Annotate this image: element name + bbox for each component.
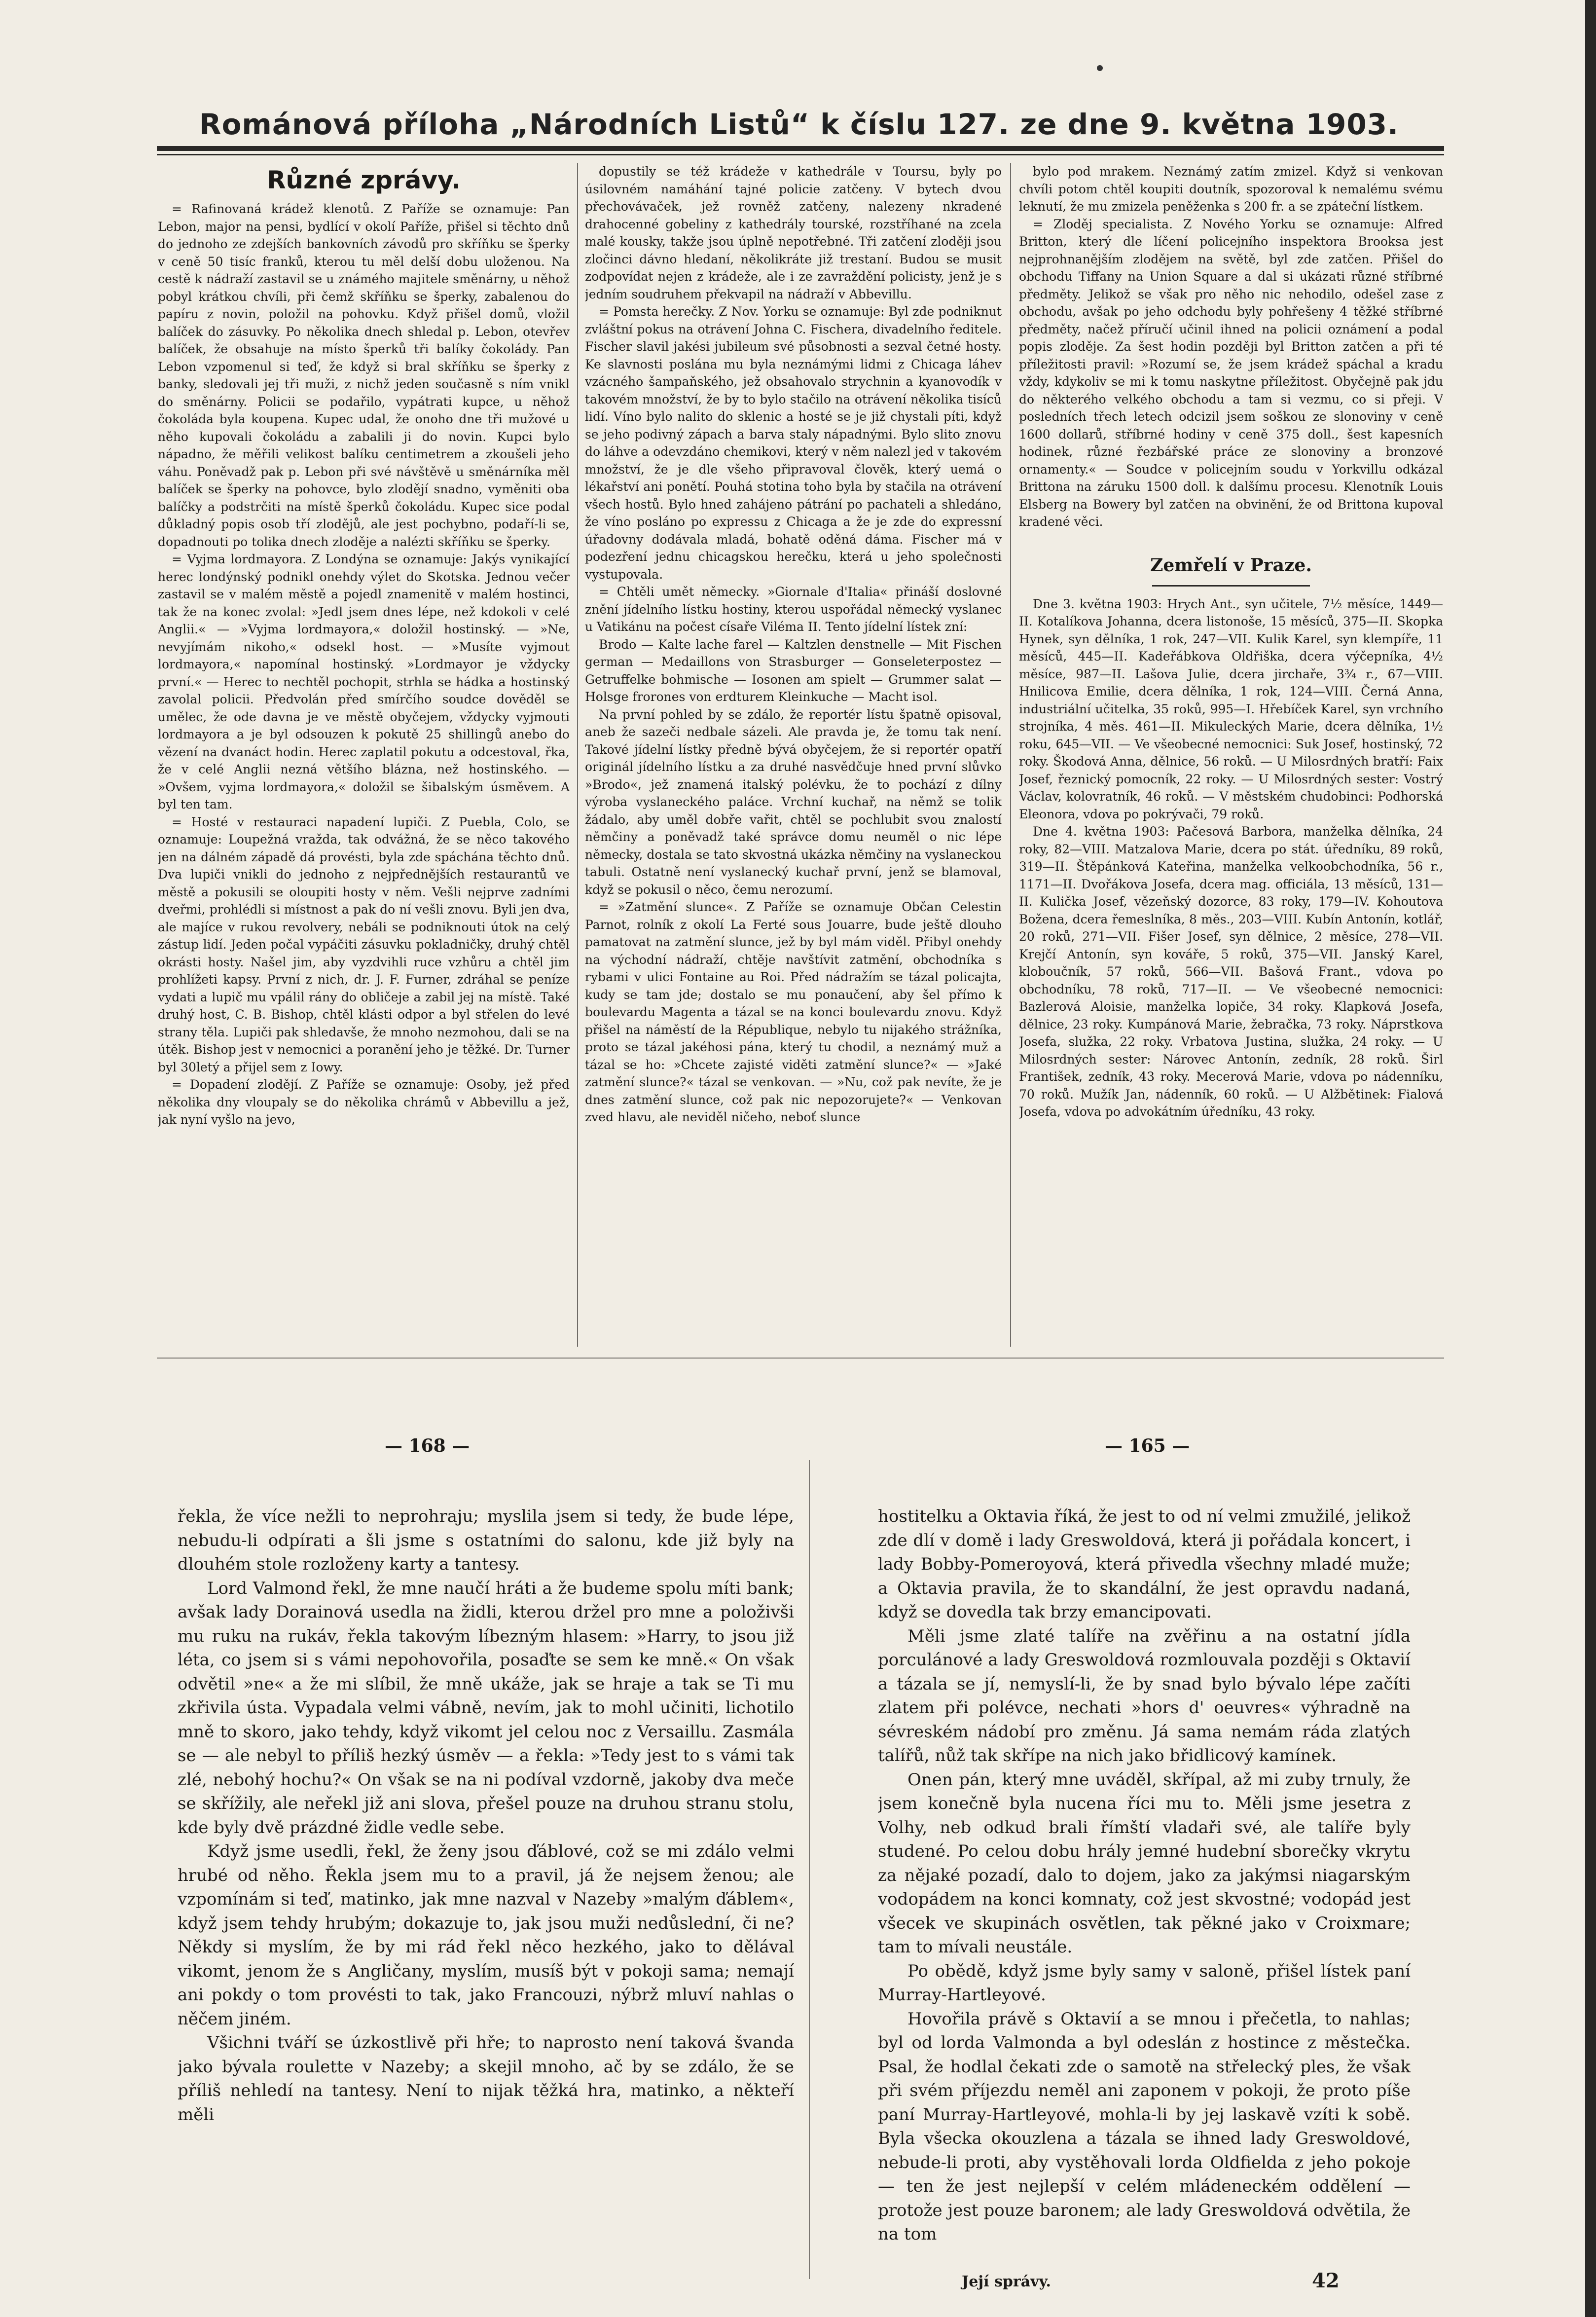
- news-item: bylo pod mrakem. Neznámý zatím zmizel. Když si venkovan chvíli potom chtěl koupiti doutník, spozoroval k nemalému svému leknutí, že mu zmizela peněženka s 200 fr. a se zpáteční lístkem.: [1019, 164, 1443, 214]
- header-rule-thin: [157, 154, 1444, 155]
- novel-column-separator: [809, 1460, 810, 2279]
- novel-paragraph: Když jsme usedli, řekl, že ženy jsou ďáblové, což se mi zdálo velmi hrubé od něho. Řekla jsem mu to a pravil, já že nejsem ženou; ale vzpomínám si teď, matinko, jak mne nazval v Nazeby »malým ďáblem«, když jsem tehdy hrubým; dokazuje to, jak jsou muži nedůslední, či ne? Někdy si myslím, že by mi rád řekl něco hezkého, jako to dělával vikomt, jenom že s Angličany, myslím, musíš být v pokoji sama; nemají ani pokdy o tom provésti to tak, jako Francouzi, nýbrž mluví nahlas o něčem jiném.: [178, 1841, 794, 2029]
- section-divider: [157, 1358, 1444, 1359]
- novel-paragraph: hostitelku a Oktavia říká, že jest to od ní velmi zmužilé, jelikož zde dlí v domě i lady Greswoldová, která ji pořádala koncert, i lady Bobby-Pomeroyová, která přivedla všechny mladé muže; a Oktavia pravila, že to skandální, že jest opravdu nadaná, když se dovedla tak brzy emancipovati.: [878, 1507, 1411, 1622]
- news-item: = Vyjma lordmayora. Z Londýna se oznamuje: Jakýs vynikající herec londýnský podnikl onehdy výlet do Skotska. Jednou večer zastavil se v malém městě a pojedl znamenitě v malém hostinci, tak že na konec zvolal: »Jedl jsem dnes lépe, než kdokoli v celé Anglii.« — »Vyjma lordmayora,« doložil hostinský. — »Ne, nevyjímám nikoho,« odsekl host. — »Musíte vyjmout lordmayora,« napomínal hostinský. »Lordmayor je vždycky první.« — Herec to nechtěl pochopit, strhla se hádka a hostinský zavolal policii. Předvolán před smírčího soudce dověděl se umělec, že ode davna je ve městě obyčejem, vždycky vyjmouti lordmayora a je byl odsouzen k pokutě 25 shillingů anebo do vězení na dvanáct hodin. Herec zaplatil pokutu a odcestoval, řka, že v celé Anglii nezná většího blázna, než hostinského. — »Ovšem, vyjma lordmayora,« doložil se šibalským úsměvem. A byl ten tam.: [158, 552, 570, 811]
- deaths-list: Dne 4. května 1903: Pačesová Barbora, manželka dělníka, 24 roky, 82—VIII. Matzalova Marie, dcera po stát. úředníku, 89 roků, 319—II. Štěpánková Kateřina, manželka velkoobchodníka, 56 r., 1171—II. Dvořákova Josefa, dcera mag. officiála, 13 měsíců, 131—II. Kulička Josef, vězeňský dozorce, 83 roky, 179—IV. Kohoutova Božena, dcera řemeslníka, 8 měs., 203—VIII. Kubín Antonín, kotlář, 20 roků, 271—VII. Fišer Josef, syn dělnice, 2 měsíce, 278—VII. Krejčí Antonín, syn kováře, 5 roků, 375—VII. Janský Karel, kloboučník, 57 roků, 566—VII. Bašová Frant., vdova po obchodníku, 78 roků, 717—II. — Ve všeobecné nemocnici: Bazlerová Aloisie, manželka lopiče, 34 roky. Klapková Josefa, dělnice, 23 roky. Kumpánová Marie, žebračka, 73 roky. Náprstkova Josefa, služka, 22 roky. Vrbatova Justina, služka, 24 roky. — U Milosrdných sester: Nárovec Antonín, zedník, 28 roků. Širl František, zedník, 43 roky. Mecerová Marie, vdova po nádenníku, 70 roků. Mužík Jan, nádenník, 60 roků. — U Alžbětinek: Fialová Josefa, vdova po advokátním úředníku, 43 roky.: [1019, 824, 1443, 1119]
- page-edge: [1585, 0, 1596, 2317]
- header-rule-thick: [157, 146, 1444, 151]
- news-item: = Dopadení zlodějí. Z Paříže se oznamuje: Osoby, jež před několika dny vloupaly se do několika chrámů v Abbevillu a jež, jak nyní vyšlo na jevo,: [158, 1077, 570, 1127]
- page-number-right: — 165 —: [1105, 1435, 1190, 1456]
- news-item: = Hosté v restauraci napadení lupiči. Z Puebla, Colo, se oznamuje: Loupežná vražda, tak odvážná, že se něco takového jen na dálném západě dá provésti, byla zde spáchána těchto dnů. Dva lupiči vnikli do jednoho z nejpřednějších restaurantů ve městě a pokusili se oloupiti hosty v něm. Vešli nejprve zadními dveřmi, prohlédli si místnost a pak do ní vešli znovu. Byli jen dva, ale majíce v rukou revolvery, nebáli se podniknouti útok na celý zástup lidí. Jeden počal vypáčiti zásuvku pokladničky, druhý chtěl okrásti hosty. Našel jim, aby vyzdvihli ruce vzhůru a chtěl jim prohlížeti kapsy. První z nich, dr. J. F. Furner, zdráhal se peníze vydati a lupič mu vpálil rány do obličeje a zabil jej na místě. Také druhý host, C. B. Bishop, chtěl klásti odpor a byl střelen do levé strany těla. Lupiči pak shledavše, že mnoho nezmohou, dali se na útěk. Bishop jest v nemocnici a poranění jeho je těžké. Dr. Turner byl 30letý a přijel sem z Iowy.: [158, 814, 570, 1074]
- news-item: = Rafinovaná krádež klenotů. Z Paříže se oznamuje: Pan Lebon, major na pensi, bydlící v okolí Paříže, přišel si těchto dnů do jednoho ze zdejších bankovních závodů pro skříňku se šperky v ceně 50 tisíc franků, kterou tu měl delší dobu uloženou. Na cestě k nádraží zastavil se u známého majitele směnárny, u něhož pobyl krátkou chvíli, při čemž skříňku se šperky, zabalenou do papíru z novin, položil na pohovku. Když přišel domů, vložil balíček do zásuvky. Po několika dnech shledal p. Lebon, otevřev balíček, že obsahuje na místo šperků tři balíky čokolády. Pan Lebon vzpomenul si teď, že když si bral skříňku se šperky z banky, sledovali jej tři muži, z nichž jeden současně s ním vnikl do směnárny. Policii se podařilo, vypátrati kupce, u něhož čokoláda byla koupena. Kupec udal, že onoho dne tři mužové u něho kupovali čokoládu a zabalili ji do novin. Kupci bylo nápadno, že měřili velikost balíku centimetrem a zkoušeli jeho váhu. Poněvadž pak p. Lebon při své návštěvě u směnárníka měl balíček se šperky na pohovce, bylo zlodějí snadno, vyměniti oba balíčky a podstrčiti na místě šperků čokoládu. Kupec sice podal důkladný popis osob tří zlodějů, ale jest pochybno, podaří-li se, dopadnouti po tolika dnech zloděje a nalézti skříňku se šperky.: [158, 202, 570, 549]
- column-separator: [577, 163, 578, 1347]
- novel-column-right: [878, 1505, 1411, 2254]
- footer-page-number: 42: [1312, 2269, 1340, 2292]
- page-header: Románová příloha „Národních Listů“ k číslu 127. ze dne 9. května 1903.: [199, 108, 1399, 141]
- footer-signature: Její správy.: [962, 2273, 1051, 2290]
- novel-column-left: [178, 1505, 794, 2254]
- deaths-title-rule: [1152, 585, 1310, 587]
- novel-paragraph: Hovořila právě s Oktavií a se mnou i přečetla, to nahlas; byl od lorda Valmonda a byl odeslán z hostince z městečka. Psal, že hodlal čekati zde o samotě na střelecký ples, že však při svém příjezdu neměl ani zaponem v pokoji, že proto píše paní Murray-Hartleyové, mohla-li by jej laskavě vzíti k sobě. Byla všecka okouzlena a tázala se ihned lady Greswoldové, nebude-li proti, aby vystěhovali lorda Oldfielda z jeho pokoje — ten že jest nejlepší v celém mládeneckém oddělení — protože jest pouze baronem; ale lady Greswoldová odvětila, že na tom: [878, 2009, 1411, 2244]
- deaths-list: Dne 3. května 1903: Hrych Ant., syn učitele, 7½ měsíce, 1449—II. Kotalíkova Johanna, dcera listonoše, 15 měsíců, 375—II. Skopka Hynek, syn dělníka, 1 rok, 247—VII. Kulik Karel, syn klempíře, 11 měsíců, 445—II. Kadeřábkova Oldřiška, dcera výčepníka, 4½ měsíce, 987—II. Lašova Julie, dcera jirchaře, 3¾ r., 67—VIII. Hnilicova Emilie, dcera dělníka, 1 rok, 124—VIII. Černá Anna, industriální učitelka, 35 roků, 995—I. Hřebíček Karel, syn vrchního strojníka, 4 měs. 461—II. Mikuleckých Marie, dcera dělníka, 1½ roku, 645—VII. — Ve všeobecné nemocnici: Suk Josef, hostinský, 72 roky. Škodová Anna, dělnice, 56 roků. — U Milosrdných bratří: Faix Josef, řeznický pomocník, 22 roky. — U Milosrdných sester: Vostrý Václav, kolovratník, 46 roků. — V městském chudobinci: Podhorská Eleonora, vdova po pokrývači, 79 roků.: [1019, 596, 1443, 821]
- novel-paragraph: Všichni tváří se úzkostlivě při hře; to naprosto není taková švanda jako bývala roulette v Nazeby; a skejil mnoho, ač by se zdálo, že se příliš nehledí na tantesy. Není to nijak těžká hra, matinko, a někteří měli: [178, 2033, 794, 2125]
- news-item: Na první pohled by se zdálo, že reportér lístu špatně opisoval, aneb že sazeči nedbale sázeli. Ale pravda je, že tomu tak není. Takové jídelní lístky předně bývá obyčejem, že si reportér opatří originál jídelního lístku a za druhé nasvědčuje hned první slůvko »Brodo«, jež znamená italský polévku, že to pochází z dílny výroba vyslaneckého paláce. Vrchní kuchař, na němž se tolik žádalo, aby uměl dobře vařit, chtěl se pochlubit svou znalostí němčiny a poněvadž také správce domu neuměl o nic lépe německy, dostala se tato skvostná ukázka němčiny na vyslaneckou tabuli. Ostatně není vyslanecký kuchař první, jenž se blamoval, když se pokusil o něco, čemu nerozumí.: [585, 707, 1002, 897]
- news-item: = Zloděj specialista. Z Nového Yorku se oznamuje: Alfred Britton, který dle líčení policejního inspektora Brooksa jest nejprohnanějším zlodějem na světě, byl zde zatčen. Přišel do obchodu Tiffany na Union Square a dal si ukázati různé stříbrné předměty. Jelikož se však pro něho nic nehodilo, odešel zase z obchodu, avšak po jeho odchodu byly pohřešeny 4 těžké stříbrné předměty, načež příručí učinil ihned na policii oznámení a podal popis zloděje. Za šest hodin později byl Britton zatčen a při té příležitosti pravil: »Rozumí se, že jsem krádež spáchal a kradu vždy, kdykoliv se mi k tomu naskytne příležitost. Obyčejně pak jdu do některého velkého obchodu a tam si vezmu, co si přeji. V posledních třech letech odcizil jsem soškou ze slonoviny v ceně 1600 dollarů, stříbrné hodiny v ceně 375 doll., šest kapesních hodinek, různé řezbářské práce ze slonoviny a bronzové ornamenty.« — Soudce v policejním soudu v Yorkvillu odkázal Brittona na záruku 1500 doll. k dalšímu procesu. Klenotník Louis Elsberg na Bowery byl zatčen na obvinění, že od Brittona kupoval kradené věci.: [1019, 217, 1443, 529]
- deaths-title: Zemřelí v Praze.: [1150, 554, 1312, 576]
- novel-paragraph: Měli jsme zlaté talíře na zvěřinu a na ostatní jídla porculánové a lady Greswoldová rozmlouvala později s Oktavií a tázala se jí, nemyslí-li, že by snad bylo bývalo lépe začíti zlatem při polévce, nechati »hors d' oeuvres« výhradně na sévreském nádobí pro změnu. Já sama nemám ráda zlatých talířů, nůž tak skřípe na nich jako břidlicový kamínek.: [878, 1626, 1411, 1765]
- news-item: = Pomsta herečky. Z Nov. Yorku se oznamuje: Byl zde podniknut zvláštní pokus na otrávení Johna C. Fischera, divadelního ředitele. Fischer slavil jakési jubileum své působnosti a sezval četné hosty. Ke slavnosti poslána mu byla neznámými lidmi z Chicaga láhev vzácného šampaňského, jež obsahovalo strychnin a kyanovodík v takovém množství, že by to bylo stačilo na otrávení několika tisíců lidí. Víno bylo nalito do sklenic a hosté se je již chystali píti, když se jeho podivný zápach a barva staly nápadnými. Bylo slito znovu do láhve a odevzdáno chemikovi, který v něm nalezl jed v takovém množství, že je dle všeho připravoval člověk, který uemá o lékařství ani ponětí. Pouhá stotina toho byla by stačila na otrávení všech hostů. Bylo hned zahájeno pátrání po pachateli a shledáno, že víno posláno po expressu z Chicaga a že je zde do expressní úřadovny dodávala mladá, bohatě oděná dáma. Fischer má v podezření jednu chicagskou herečku, která u jeho společnosti vystupovala.: [585, 304, 1002, 582]
- novel-paragraph: Po obědě, když jsme byly samy v saloně, přišel lístek paní Murray-Hartleyové.: [878, 1961, 1411, 2005]
- menu-text: Brodo — Kalte lache farel — Kaltzlen denstnelle — Mit Fischen german — Medaillons von Strasburger — Gonseleterpostez — Getruffelke bohmische — Iosonen am spielt — Grummer salat — Holsge frorones von erdturem Kleinkuche — Macht isol.: [585, 637, 1002, 704]
- news-column-2: [585, 163, 1002, 1347]
- news-item: = »Zatmění slunce«. Z Paříže se oznamuje Občan Celestin Parnot, rolník z okolí La Ferté sous Jouarre, bude ještě dlouho pamatovat na zatmění slunce, jež by byl mám viděl. Přibyl onehdy na východní nádraží, chtěje navštívit zatmění, obchodníka s rybami v ulici Fontaine au Roi. Před nádražím se tázal policajta, kudy se tam jde; dostalo se mu ponaučení, aby šel přímo k boulevardu Magenta a tázal se na konci boulevardu znovu. Když přišel na náměstí de la République, nebylo tu nijakého strážníka, proto se tázal jakéhosi pána, který tu chodil, a neznámý muž a tázal se ho: »Chcete zajisté viděti zatmění slunce?« — »Jaké zatmění slunce?« tázal se venkovan. — »Nu, což pak nevíte, že je dnes zatmění slunce, což pak nic nepozorujete?« — Venkovan zved hlavu, ale neviděl ničeho, neboť slunce: [585, 900, 1002, 1124]
- column-separator: [1010, 163, 1011, 1347]
- page-number-left: — 168 —: [385, 1435, 470, 1456]
- printing-dot: [1097, 65, 1103, 71]
- novel-paragraph: Lord Valmond řekl, že mne naučí hráti a že budeme spolu míti bank; avšak lady Dorainová usedla na židli, kterou držel pro mne a položivši mu ruku na rukáv, řekla takovým líbezným hlasem: »Harry, to jsou již léta, co jsem si s vámi nepohovořila, posaďte se sem ke mně.« On však odvětil »ne« a že mi slíbil, že mně ukáže, jak se hraje a tak se Ti mu zkřivila ústa. Vypadala velmi vábně, nevím, jak to mohl učiniti, lichotilo mně to skoro, jako tehdy, když vikomt jel celou noc z Versaillu. Zasmála se — ale nebyl to příliš hezký úsměv — a řekla: »Tedy jest to s vámi tak zlé, nebohý hochu?« On však se na ni podíval vzdorně, jakoby dva meče se skřížily, ale neřekl již ani slova, přešel pouze na druhou stranu stolu, kde byly dvě prázdné židle vedle sebe.: [178, 1578, 794, 1838]
- news-item: dopustily se též krádeže v kathedrále v Toursu, byly po úsilovném namáhání tajné policie zatčeny. V bytech dvou přechovávaček, jež rovněž zatčeny, nalezeny nkradené drahocenné gobeliny z kathedrály tourské, rozstříhané na zcela malé kousky, takže jsou úplně nepotřebné. Tři zatčení zloději jsou zločinci dávno hledaní, několikráte již trestaní. Budou se musit zodpovídat nejen z krádeže, ale i ze zavraždění policisty, jenž je s jedním soudruhem překvapil na nádraží v Abbevillu.: [585, 164, 1002, 301]
- novel-paragraph: Onen pán, který mne uváděl, skřípal, až mi zuby trnuly, že jsem konečně byla nucena říci mu to. Měli jsme jesetra z Volhy, neb odkud brali římští vladaři své, ale talíře byly studené. Po celou dobu hrály jemné hudební sborečky vkrytu za nějaké pozadí, dalo to dojem, jako za jakýmsi niagarským vodopádem na konci komnaty, což jest skvostné; vodopád jest všecek ve skupinách osvětlen, tak pěkné jako v Croixmare; tam to mívali neustále.: [878, 1769, 1411, 1957]
- news-item: = Chtěli umět německy. »Giornale d'Italia« přináší doslovné znění jídelního lístku hostiny, kterou uspořádal německý vyslanec u Vatikánu na počest císaře Viléma II. Tento jídelní lístek zní:: [585, 585, 1002, 634]
- novel-paragraph: řekla, že více nežli to neprohraju; myslila jsem si tedy, že bude lépe, nebudu-li odpírati a šli jsme s ostatními do salonu, kde již byly na dlouhém stole rozloženy karty a tantesy.: [178, 1507, 794, 1574]
- news-column-3: [1019, 163, 1443, 1347]
- section-title: Různé zprávy.: [267, 166, 461, 194]
- news-column-1: [158, 163, 570, 1347]
